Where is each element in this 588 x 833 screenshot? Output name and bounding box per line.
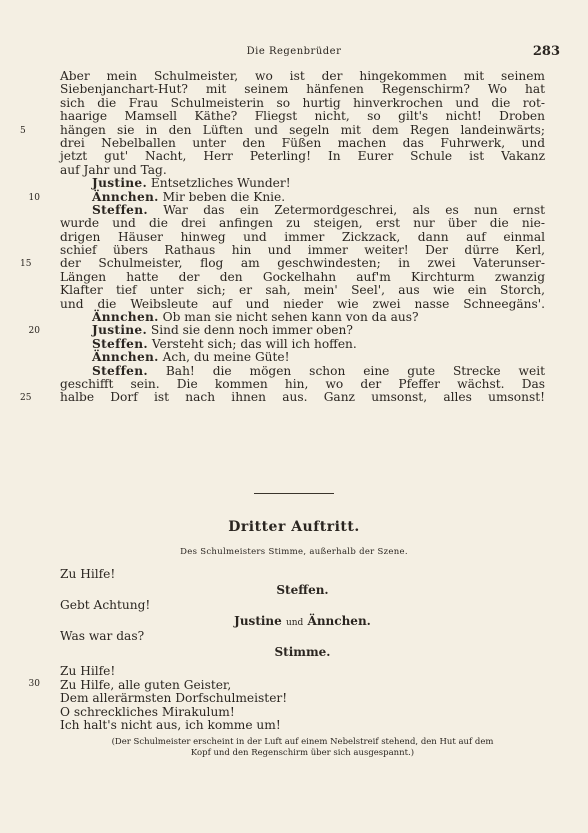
verse-line (60, 718, 281, 732)
line-text: Aber mein Schulmeister, wo ist der hingekommen mit seinem (60, 69, 545, 83)
line-text: hängen sie in den Lüften und segeln mit dem Regen landeinwärts; (60, 122, 545, 137)
dialog-line: Was war das? (60, 629, 145, 643)
speaker-name: Steffen. (92, 202, 148, 217)
line-text: Ob man sie nicht sehen kann von da aus? (162, 310, 419, 325)
verse-line (60, 664, 115, 678)
page-number: 283 (532, 44, 560, 59)
line-text: Längen hatte der den Gockelhahn auf'm Kirchturm zwanzig (60, 269, 545, 284)
text-line (60, 244, 545, 257)
line-text: jetzt gut' Nacht, Herr Peterling! In Eurer Schule ist Vakanz (60, 149, 545, 164)
speaker-name: Justine. (92, 176, 148, 191)
dialog-line: Zu Hilfe! (60, 567, 116, 581)
text-line (28, 323, 545, 338)
line-text: schief übers Rathaus hin und immer weiter! Der dürre Kerl, (60, 243, 545, 258)
dialog-line: Gebt Achtung! (60, 598, 151, 612)
line-text: und die Weibsleute auf und nieder wie zwei nasse Schneegäns'. (60, 296, 545, 311)
verse-text: Zu Hilfe! (60, 664, 116, 678)
stage-direction: Kopf und den Regenschirm über sich ausgespannt.) (190, 748, 415, 758)
text-line (28, 189, 545, 204)
verse-text: Ich halt's nicht aus, ich komme um! (60, 718, 281, 732)
line-text: Bah! die mögen schon eine gute Strecke weit (165, 363, 545, 378)
text-line (60, 164, 545, 177)
speaker-conjunction: und (285, 618, 304, 628)
text-line (20, 390, 545, 405)
line-text: haarige Mamsell Käthe? Fliegst nicht, so gilt's nicht! Droben (60, 109, 545, 124)
text-line (60, 311, 545, 324)
line-text: der Schulmeister, flog am geschwindesten; in zwei Vaterunser- (60, 256, 545, 271)
speaker-name: Steffen. (276, 583, 329, 597)
line-text: Ach, du meine Güte! (162, 350, 290, 365)
text-line (60, 70, 545, 83)
speaker-name-aennchen: Ännchen. (307, 614, 371, 628)
line-number: 20 (28, 326, 40, 337)
text-line (60, 365, 545, 378)
text-line (60, 378, 545, 391)
text-line (20, 256, 545, 271)
text-line (20, 122, 545, 137)
speaker-name: Steffen. (92, 336, 148, 351)
verse-line (28, 677, 232, 692)
speaker-name (60, 614, 545, 628)
scene-title: Dritter Auftritt. (228, 519, 360, 535)
verse-text: Dem allerärmsten Dorfschulmeister! (60, 691, 288, 705)
body-text (20, 69, 545, 405)
scene-direction: Des Schulmeisters Stimme, außerhalb der Szene. (180, 547, 408, 557)
line-text: geschifft sein. Die kommen hin, wo der Pfeffer wächst. Das (60, 376, 545, 391)
line-text: War das ein Zetermordgeschrei, als es nun ernst (163, 202, 545, 217)
verse-line (60, 691, 287, 705)
verse-line (60, 705, 235, 719)
text-line (60, 177, 545, 190)
line-text: drigen Häuser hinweg und immer Zickzack, dann auf einmal (60, 229, 545, 244)
speaker-name: Ännchen. (92, 350, 159, 365)
text-line (60, 271, 545, 284)
speaker-name: Ännchen. (92, 189, 159, 204)
line-text: Mir beben die Knie. (162, 189, 286, 204)
line-text: Klafter tief unter sich; er sah, mein' Seel', aus wie ein Storch, (60, 283, 545, 298)
text-line (60, 217, 545, 230)
line-text: wurde und die drei anfingen zu steigen, erst nur über die nie- (60, 216, 545, 231)
running-head (0, 44, 588, 60)
line-number: 10 (28, 192, 40, 203)
text-line (60, 150, 545, 163)
line-text: auf Jahr und Tag. (60, 162, 167, 177)
text-line (60, 110, 545, 123)
speaker-name-justine: Justine (234, 614, 282, 628)
stage-direction: (Der Schulmeister erscheint in der Luft auf einem Nebelstreif stehend, den Hut auf dem (111, 737, 494, 747)
text-line (60, 284, 545, 297)
line-text: sich die Frau Schulmeisterin so hurtig hinverkrochen und die rot- (60, 95, 545, 110)
verse-text: O schreckliches Mirakulum! (60, 704, 235, 719)
text-line (60, 97, 545, 110)
line-text: drei Nebelballen unter den Füßen machen das Fuhrwerk, und (60, 135, 545, 150)
line-text: Siebenjanchart-Hut? mit seinem hänfenen Regenschirm? Wo hat (60, 82, 545, 97)
line-text: halbe Dorf ist nach ihnen aus. Ganz umsonst, alles umsonst! (60, 390, 545, 405)
text-line (60, 204, 545, 217)
verse-text: Zu Hilfe, alle guten Geister, (60, 677, 232, 692)
line-number: 30 (28, 678, 40, 689)
text-line (60, 137, 545, 150)
text-line (60, 83, 545, 96)
speaker-name: Steffen. (92, 363, 148, 378)
line-text: Versteht sich; das will ich hoffen. (151, 336, 357, 351)
running-title: Die Regenbrüder (246, 46, 342, 57)
text-line (60, 231, 545, 244)
speaker-name: Justine. (92, 323, 148, 338)
line-text: Sind sie denn noch immer oben? (150, 323, 353, 338)
line-text: Entsetzliches Wunder! (150, 176, 291, 191)
text-line (60, 351, 545, 364)
speaker-name: Ännchen. (92, 310, 159, 325)
line-number: 5 (20, 125, 26, 136)
section-divider (254, 493, 334, 494)
line-number: 25 (20, 393, 32, 404)
speaker-name: Stimme. (274, 645, 331, 659)
line-number: 15 (20, 259, 32, 270)
